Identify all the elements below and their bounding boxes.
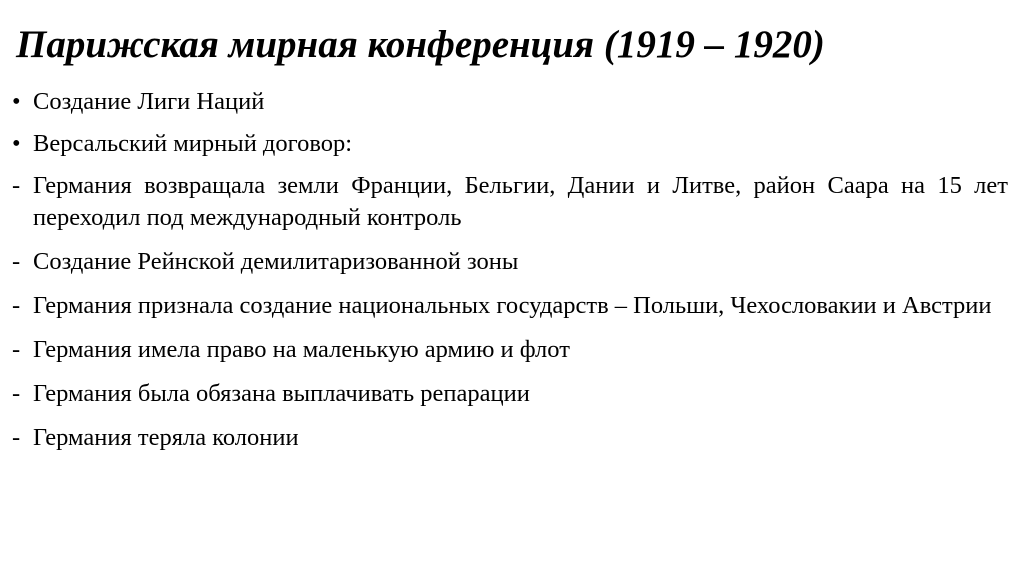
list-item-text: Германия признала создание национальных государств – Польши, Чехословакии и Австрии <box>33 292 992 319</box>
list-item-text: Создание Рейнской демилитаризованной зоны <box>33 248 519 275</box>
list-item <box>0 334 1024 366</box>
dash-marker: - <box>12 380 21 407</box>
dash-marker: - <box>12 336 21 363</box>
dash-marker: - <box>12 248 21 275</box>
list-item <box>0 246 1024 278</box>
bullet-marker: • <box>12 88 21 115</box>
list-item <box>0 170 1024 234</box>
list-item <box>0 86 1024 118</box>
bullet-marker: • <box>12 130 21 157</box>
dash-marker: - <box>12 172 21 199</box>
list-item <box>0 378 1024 410</box>
list-item-text: Германия была обязана выплачивать репарации <box>33 380 530 407</box>
list-item-text: Германия теряла колонии <box>33 424 299 451</box>
list-item <box>0 422 1024 454</box>
dash-marker: - <box>12 292 21 319</box>
list-item-text: Версальский мирный договор: <box>33 130 353 157</box>
list-item <box>0 290 1024 322</box>
list-item-text: Создание Лиги Наций <box>33 88 265 115</box>
list-item-text: Германия имела право на маленькую армию и флот <box>33 336 570 363</box>
list-item-text: Германия возвращала земли Франции, Бельгии, Дании и Литве, район Саара на 15 лет переходил под международный контроль <box>33 172 1008 231</box>
bullet-list <box>0 86 1024 454</box>
slide-title: Парижская мирная конференция (1919 – 1920) <box>16 23 825 66</box>
dash-marker: - <box>12 424 21 451</box>
list-item <box>0 128 1024 160</box>
